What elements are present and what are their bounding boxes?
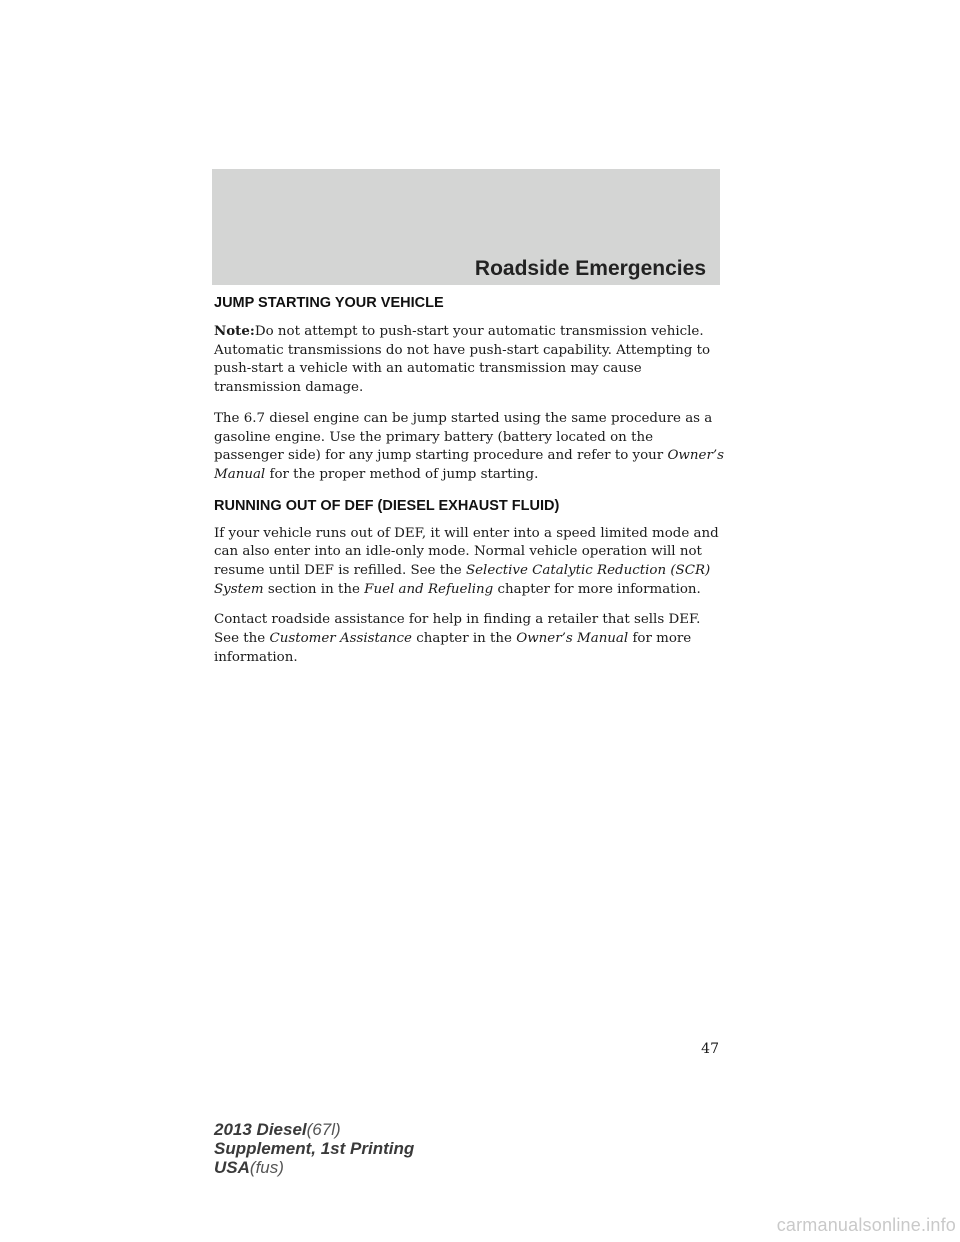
- footer-line-1: [214, 1120, 414, 1139]
- fuel-refueling-reference: Fuel and Refueling: [364, 581, 494, 597]
- owners-manual-reference-2: Owner’s Manual: [516, 631, 629, 647]
- roadside-tail-text: for more information.: [214, 631, 692, 665]
- heading-running-out-of-def: RUNNING OUT OF DEF (DIESEL EXHAUST FLUID): [214, 497, 560, 514]
- footer-market-code: (fus): [249, 1158, 284, 1177]
- print-footer: [214, 1120, 414, 1177]
- roadside-assistance-paragraph: [214, 611, 724, 667]
- jump-start-text: The 6.7 diesel engine can be jump started using the same procedure as a gasoline engine. Use the primary battery (battery located on the passenger side) for any jump starting procedure and refer to your: [214, 410, 713, 464]
- def-text: If your vehicle runs out of DEF, it will enter into a speed limited mode and can also enter into an idle-only mode. Normal vehicle operation will not resume until DEF is refilled. See the: [214, 525, 719, 579]
- footer-line-3: [214, 1158, 414, 1177]
- footer-model-code: (67l): [306, 1120, 341, 1139]
- footer-line-2: Supplement, 1st Printing: [214, 1139, 415, 1158]
- def-paragraph: [214, 525, 724, 600]
- heading-jump-starting: JUMP STARTING YOUR VEHICLE: [214, 295, 444, 311]
- customer-assistance-reference: Customer Assistance: [269, 631, 412, 647]
- section-header-band: [212, 169, 720, 285]
- owners-manual-reference: Owner’s Manual: [214, 448, 724, 482]
- footer-market: USA: [214, 1158, 250, 1177]
- note-text: Do not attempt to push-start your automatic transmission vehicle. Automatic transmissions do not have push-start capability. Attempting to push-start a vehicle with an automatic transmission may cause transmission damage.: [214, 324, 711, 396]
- watermark: carmanualsonline.info: [776, 1215, 956, 1235]
- page-content: [214, 295, 724, 680]
- roadside-mid-text: chapter in the: [416, 631, 512, 647]
- jump-start-tail: for the proper method of jump starting.: [269, 466, 539, 482]
- note-label: Note:: [214, 323, 255, 339]
- scr-system-reference: Selective Catalytic Reduction (SCR) System: [214, 563, 711, 597]
- def-tail-text: chapter for more information.: [497, 581, 701, 597]
- footer-model: 2013 Diesel: [214, 1120, 307, 1139]
- jump-start-paragraph: [214, 410, 724, 485]
- page-number: 47: [701, 1041, 719, 1057]
- section-title: Roadside Emergencies: [474, 257, 706, 280]
- roadside-text: Contact roadside assistance for help in finding a retailer that sells DEF. See the: [214, 612, 701, 647]
- def-mid-text: section in the: [267, 581, 360, 597]
- note-paragraph: [214, 322, 724, 398]
